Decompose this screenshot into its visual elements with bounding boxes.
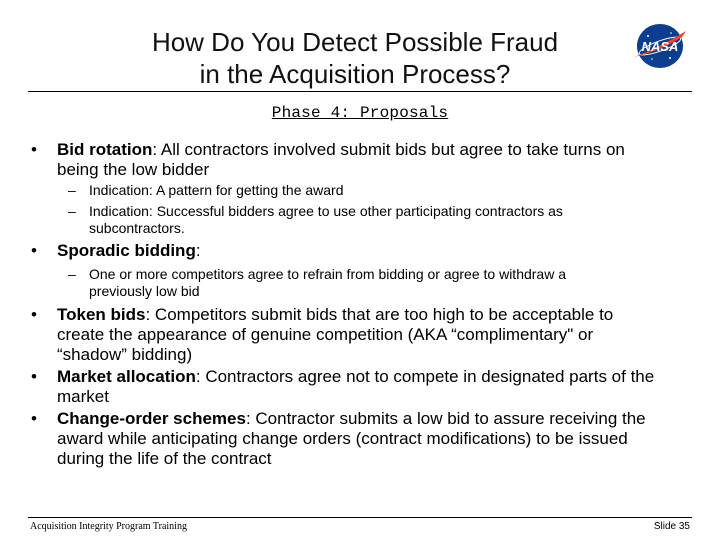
dash-marker: – <box>68 182 76 198</box>
term-sporadic-bidding: Sporadic bidding <box>57 241 196 260</box>
sub-indication-successful-bidders: Indication: Successful bidders agree to use other participating contractors as subcontractors. <box>89 203 563 236</box>
bullet-marker: • <box>31 409 37 428</box>
bullet-sporadic-bidding: Sporadic bidding: <box>57 241 201 260</box>
title-line-2: in the Acquisition Process? <box>199 59 511 89</box>
bullet-market-allocation: Market allocation: Contractors agree not to compete in designated parts of the market <box>57 367 655 406</box>
term-bid-rotation: Bid rotation <box>57 140 153 159</box>
dash-marker: – <box>68 203 76 219</box>
bullet-marker: • <box>31 305 37 324</box>
term-market-allocation: Market allocation <box>57 367 196 386</box>
dash-marker: – <box>68 266 76 282</box>
phase-heading: Phase 4: Proposals <box>271 104 449 122</box>
bullet-bid-rotation: Bid rotation: All contractors involved submit bids but agree to take turns on being the low bidder <box>57 140 625 179</box>
bullet-change-order-schemes: Change-order schemes: Contractor submits a low bid to assure receiving the award while anticipating change orders (contract modifications) to be issued during the life of the contract <box>57 409 646 468</box>
slide-number: Slide 35 <box>653 521 690 532</box>
sub-indication-pattern: Indication: A pattern for getting the award <box>89 182 344 198</box>
footer-training-label: Acquisition Integrity Program Training <box>30 521 187 532</box>
title-divider <box>28 91 692 92</box>
title-line-1: How Do You Detect Possible Fraud <box>151 27 559 57</box>
bullet-token-bids: Token bids: Competitors submit bids that are too high to be acceptable to create the appearance of genuine competition (AKA “complimentary" or “shadow” bidding) <box>57 305 614 364</box>
sub-refrain-from-bidding: One or more competitors agree to refrain from bidding or agree to withdraw a previously low bid <box>89 266 567 299</box>
footer-divider <box>28 517 692 518</box>
nasa-logo-icon <box>630 21 690 71</box>
nasa-logo-text: NASA <box>641 39 679 54</box>
slide-title <box>0 26 710 90</box>
bullet-marker: • <box>31 241 37 260</box>
term-change-order-schemes: Change-order schemes <box>57 409 246 428</box>
bullet-marker: • <box>31 140 37 159</box>
bullet-marker: • <box>31 367 37 386</box>
term-token-bids: Token bids <box>57 305 146 324</box>
